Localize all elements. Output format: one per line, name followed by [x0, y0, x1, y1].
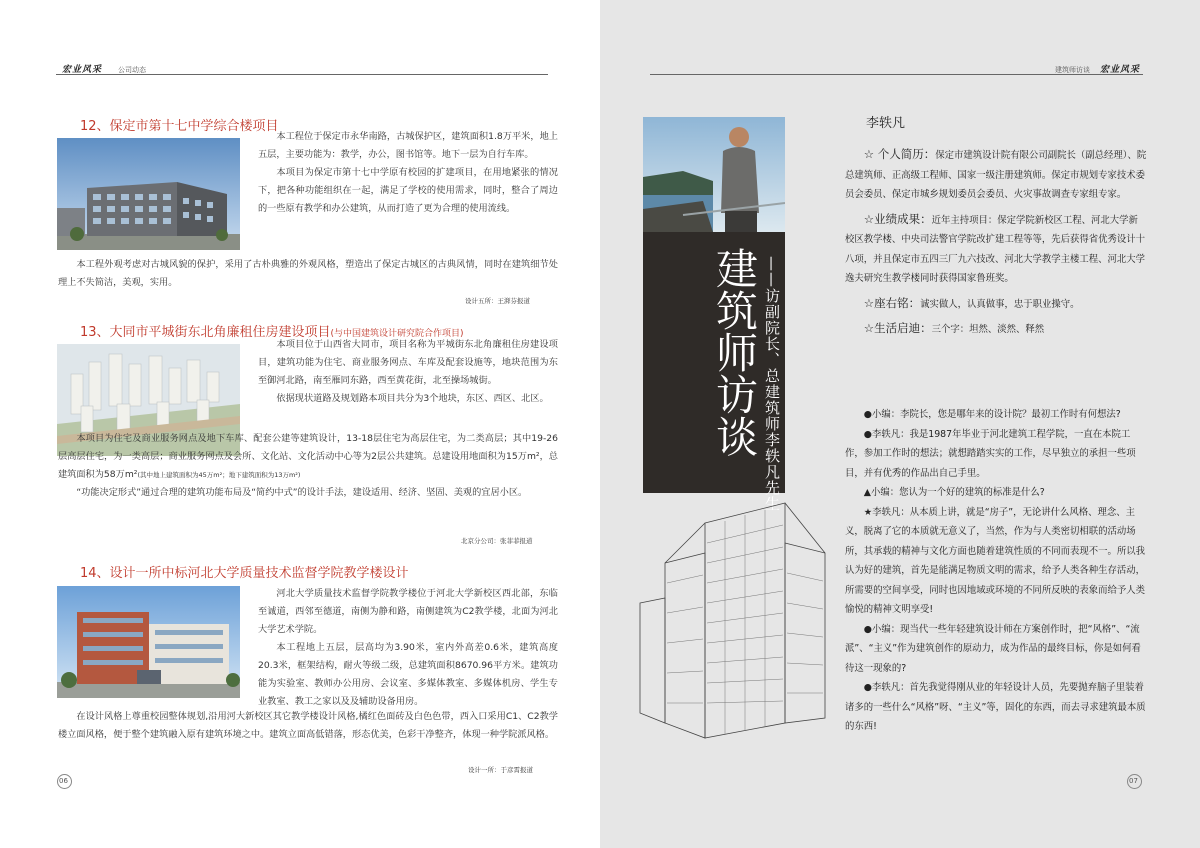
bio-achievements-label: ☆业绩成果： — [863, 211, 932, 226]
item-14-paragraph-3: 在设计风格上尊重校园整体规划,沿用河大新校区其它教学楼设计风格,橘红色面砖及白色色带，西入口采用C1、C2教学楼立面风格，便于整个建筑融入原有建筑环境之中。建筑立面高低错落，形态优美，色彩干净整齐，体现一种学院派风格。 — [58, 711, 558, 740]
bio-resume-label: ☆ 个人简历： — [863, 147, 936, 161]
section-title-12: 12、保定市第十七中学综合楼项目 — [80, 119, 279, 134]
item-14-paragraph-1: 河北大学质量技术监督学院教学楼位于河北大学新校区西北部，东临至诚道，西邻至德道，南侧为静和路，南侧建筑为C2教学楼，北面为河北大学艺术学院。 — [258, 588, 558, 635]
page-number-left: 06 — [59, 777, 68, 785]
header-section: 公司动态 — [118, 66, 146, 74]
item-14-paragraph-2: 本工程地上五层，层高均为3.90米，室内外高差0.6米，建筑高度20.3米，框架结构，耐火等级二级，总建筑面积8670.96平方米。建筑功能为实验室、教师办公用房、会议室、多媒体教室、多媒体机房、学生专业教室、教工之家以及及辅助设备用房。 — [258, 642, 558, 707]
section-title-13-main: 13、大同市平城街东北角廉租住房建设项目 — [80, 325, 331, 340]
item-13-byline: 北京分公司：张菲菲报道 — [461, 537, 533, 545]
item-13-paragraph-3 — [58, 430, 558, 484]
magazine-logo: 宏业风采 — [62, 65, 103, 75]
section-title-13-sub: (与中国建筑设计研究院合作项目) — [330, 329, 464, 339]
architect-portrait-image — [643, 117, 785, 232]
item-13-paragraph-3-text: 本项目为住宅及商业服务网点及地下车库、配套公建等建筑设计，13-18层住宅为高层住宅，为二类高层；其中19-26层高层住宅，为一类高层；商业服务网点及会所、文化站、文化活动中心等为2层公共建筑。总建设用地面积为15万m²，总建筑面积为58万m² — [58, 433, 558, 480]
bio-block — [845, 145, 1147, 340]
item-14-byline: 设计一所：于彦霄报道 — [468, 766, 533, 774]
interview-name: 李轶凡 — [866, 116, 906, 131]
page-number-right: 07 — [1129, 777, 1138, 785]
item-13-paragraph-1: 本项目位于山西省大同市，项目名称为平城街东北角廉租住房建设项目，建筑功能为住宅、商业服务网点、车库及配套设施等，地块范围为东至御河北路，南至雁同东路，西至黄花街，北至操场城街。 — [258, 339, 558, 386]
bio-motto — [845, 294, 1147, 315]
building-sketch-image — [635, 493, 835, 743]
bio-life — [845, 319, 1147, 340]
interview-q2: ▲小编：您认为一个好的建筑的标准是什么? — [863, 487, 1045, 498]
interview-a3: ●李轶凡：首先我觉得刚从业的年轻设计人员，先要抛弃脑子里装着诸多的一些什么“风格”呀、“主义”等，固化的东西，而去寻求建筑最本质的东西! — [845, 682, 1146, 732]
item-12-paragraph-2: 本项目为保定市第十七中学原有校园的扩建项目，在用地紧张的情况下，把各种功能组织在一起，满足了学校的使用需求，同时，整合了周边的一些原有教学和办公建筑，从而打造了更为合理的使用流线。 — [258, 167, 558, 214]
bio-resume — [845, 145, 1147, 205]
feature-subtitle: ——访副院长、总建筑师李轶凡先生 — [763, 256, 781, 512]
item-13-text-top — [258, 336, 558, 408]
bio-achievements — [845, 210, 1147, 289]
interview-q1: ●小编：李院长，您是哪年来的设计院？最初工作时有何想法? — [863, 409, 1121, 420]
item-13-text-bottom — [58, 430, 558, 502]
item-13-paragraph-4: “功能决定形式”通过合理的建筑功能布局及“简约中式”的设计手法，建设适用、经济、坚固、美观的宜居小区。 — [76, 487, 528, 498]
bio-motto-label: ☆座右铭： — [863, 295, 921, 310]
magazine-logo-right: 宏业风采 — [1100, 65, 1141, 75]
interview-block — [845, 405, 1147, 737]
item-12-text-top — [258, 128, 558, 218]
item-14-text-top — [258, 585, 558, 711]
item-14-text-bottom — [58, 708, 558, 744]
section-title-14: 14、设计一所中标河北大学质量技术监督学院教学楼设计 — [80, 566, 409, 581]
teaching-building-image — [57, 586, 240, 698]
feature-title: 建筑师访谈 — [710, 247, 759, 457]
item-12-paragraph-1: 本工程位于保定市永华南路，古城保护区，建筑面积1.8万平米，地上五层，主要功能为：教学，办公，图书馆等。地下一层为自行车库。 — [258, 131, 558, 160]
item-13-area-note: (其中地上建筑面积为45万m²；地下建筑面积为13万m²) — [137, 471, 301, 479]
interview-a1: ●李轶凡：我是1987年毕业于河北建筑工程学院，一直在本院工作，参加工作时的想法；就想踏踏实实的工作，尽早独立的承担一些项目，并有优秀的作品出自己手里。 — [845, 428, 1136, 479]
interview-a2: ★李轶凡：从本质上讲，就是“房子”，无论讲什么风格、理念、主义，脱离了它的本质就无意义了，当然，作为与人类密切相联的活动场所，其承载的精神与文化方面也随着建筑性质的不同而表现不一。所以我认为好的建筑，首先是能满足物质文明的需求，给予人类各种生存活动，所需要的空间享受，同时也因地域或环境的不同所反映的表象而给予人类愉悦的精神文明享受! — [845, 506, 1146, 615]
bio-life-label: ☆生活启迪： — [863, 321, 932, 335]
bio-life-text: 三个字：坦然、淡然、释然 — [931, 324, 1045, 335]
item-12-byline: 设计五所：王湃芬报道 — [465, 297, 530, 305]
school-building-image — [57, 138, 240, 250]
header-section-right: 建筑师访谈 — [1055, 66, 1090, 74]
bio-motto-text: 诚实做人，认真做事，忠于职业操守。 — [920, 298, 1080, 310]
item-12-paragraph-3: 本工程外观考虑对古城风貌的保护，采用了古朴典雅的外观风格，塑造出了保定古城区的古典风情，同时在建筑细节处理上不失简洁，美观，实用。 — [58, 259, 558, 288]
interview-q3: ●小编：现当代一些年轻建筑设计师在方案创作时，把“风格”、“流派”、“主义”作为建筑创作的原动力，成为作品的最终目标，你是如何看待这一现象的? — [845, 623, 1141, 674]
item-13-paragraph-2: 依据现状道路及规划路本项目共分为3个地块，东区、西区、北区。 — [276, 393, 549, 404]
bio-resume-text: 保定市建筑设计院有限公司副院长（副总经理）、院总建筑师、正高级工程师、国家一级注册建筑师。保定市规划专家技术委员会委员、保定市城乡规划委员会委员、火灾事故调查专家组专家。 — [845, 150, 1147, 200]
item-12-text-bottom — [58, 256, 558, 292]
bio-achievements-text: 近年主持项目：保定学院新校区工程、河北大学新校区教学楼、中央司法警官学院改扩建工程等等，先后获得省优秀设计十八项，并且保定市五四三厂九六技改、河北大学教学主楼工程、河北大学逸夫研究生教学楼同时获得国家鲁班奖。 — [845, 214, 1146, 284]
